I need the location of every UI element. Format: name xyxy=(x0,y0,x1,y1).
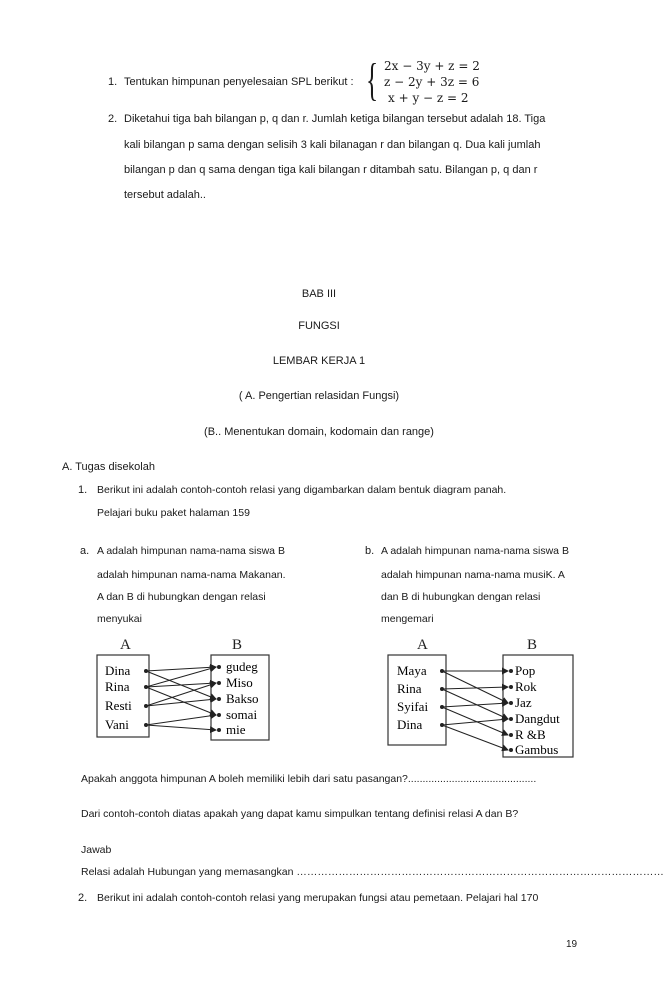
worksheet-heading: LEMBAR KERJA 1 xyxy=(272,355,366,367)
col-b-label: b. xyxy=(365,545,375,557)
item2-text: Berikut ini adalah contoh-contoh relasi yang merupakan fungsi atau pemetaan. Pelajari hal 170 xyxy=(97,892,539,904)
diagram-a-set-a-label: A xyxy=(120,637,131,653)
equation-1: 2x − 3y + z = 2 xyxy=(384,59,480,73)
q2-line-2: kali bilangan p sama dengan selisih 3 kali bilanagan r dan bilangan q. Dua kali jumlah xyxy=(124,139,541,151)
answer-line: Relasi adalah Hubungan yang memasangkan …………………………………………………………………………………………… xyxy=(81,866,664,878)
diagram-b-domain-syifai: Syifai xyxy=(397,699,429,714)
col-b-line-2: adalah himpunan nama-nama musiK. A xyxy=(381,569,565,581)
diagram-b-domain-maya: Maya xyxy=(397,663,427,678)
diagram-b-codomain-dangdut: Dangdut xyxy=(515,711,560,726)
col-b-line-1: A adalah himpunan nama-nama siswa B xyxy=(381,545,569,557)
question-1: Apakah anggota himpunan A boleh memiliki lebih dari satu pasangan?............................................ xyxy=(81,773,537,785)
col-a-label: a. xyxy=(80,545,90,557)
equation-brace: { xyxy=(366,54,379,105)
diagram-b-codomain-gambus: Gambus xyxy=(515,742,559,757)
q1-text: Tentukan himpunan penyelesaian SPL berikut : xyxy=(124,76,354,88)
page-number: 19 xyxy=(566,939,578,950)
col-a-line-2: adalah himpunan nama-nama Makanan. xyxy=(97,569,286,581)
diagram-b-set-a-label: A xyxy=(417,637,428,653)
diagram-b-codomain-rok: Rok xyxy=(515,679,537,694)
topic-heading: FUNGSI xyxy=(298,320,340,332)
subtopic-a: ( A. Pengertian relasidan Fungsi) xyxy=(238,390,400,402)
col-b-line-3: dan B di hubungkan dengan relasi xyxy=(381,591,541,603)
question-2: Dari contoh-contoh diatas apakah yang dapat kamu simpulkan tentang definisi relasi A dan B? xyxy=(81,808,519,820)
q1-number: 1. xyxy=(108,76,118,88)
q2-number: 2. xyxy=(108,113,118,125)
diagram-a-codomain-miso: Miso xyxy=(226,675,253,690)
equation-3: x + y − z = 2 xyxy=(388,91,469,105)
arrow-diagram-b xyxy=(382,633,602,761)
diagram-a-codomain-gudeg: gudeg xyxy=(226,659,258,674)
diagram-a-codomain-mie: mie xyxy=(226,722,246,737)
q2-line-1: Diketahui tiga bah bilangan p, q dan r. Jumlah ketiga bilangan tersebut adalah 18. Tiga xyxy=(124,113,546,125)
col-a-line-4: menyukai xyxy=(97,613,142,625)
diagram-a-set-b-label: B xyxy=(232,637,243,653)
arrow-diagram-a xyxy=(80,633,300,745)
diagram-a-domain-vani: Vani xyxy=(105,717,129,732)
answer-label: Jawab xyxy=(81,844,112,856)
diagram-a-domain-dina: Dina xyxy=(105,663,131,678)
diagram-b-set-b-label: B xyxy=(527,637,538,653)
q2-line-4: tersebut adalah.. xyxy=(124,189,206,201)
diagram-b-domain-dina: Dina xyxy=(397,717,423,732)
item1-number: 1. xyxy=(78,484,88,496)
diagram-b-codomain-pop: Pop xyxy=(515,663,536,678)
subtopic-b: (B.. Menentukan domain, kodomain dan range) xyxy=(204,426,434,438)
diagram-b-codomain-jaz: Jaz xyxy=(515,695,532,710)
diagram-b-domain-rina: Rina xyxy=(397,681,422,696)
q2-line-3: bilangan p dan q sama dengan tiga kali bilangan r ditambah satu. Bilangan p, q dan r xyxy=(124,164,538,176)
diagram-a-domain-resti: Resti xyxy=(105,698,132,713)
diagram-b-codomain-rnb: R &B xyxy=(515,727,546,742)
diagram-a-codomain-somai: somai xyxy=(226,707,258,722)
item1-reference: Pelajari buku paket halaman 159 xyxy=(97,507,250,519)
col-b-line-4: mengemari xyxy=(381,613,434,625)
equation-2: z − 2y + 3z = 6 xyxy=(384,75,480,89)
chapter-heading: BAB III xyxy=(301,288,337,300)
item2-number: 2. xyxy=(78,892,88,904)
diagram-a-codomain-bakso: Bakso xyxy=(226,691,259,706)
diagram-a-domain-rina: Rina xyxy=(105,679,130,694)
col-a-line-1: A adalah himpunan nama-nama siswa B xyxy=(97,545,285,557)
item1-text: Berikut ini adalah contoh-contoh relasi yang digambarkan dalam bentuk diagram panah. xyxy=(97,484,507,496)
col-a-line-3: A dan B di hubungkan dengan relasi xyxy=(97,591,266,603)
section-a-title: A. Tugas disekolah xyxy=(62,461,155,473)
